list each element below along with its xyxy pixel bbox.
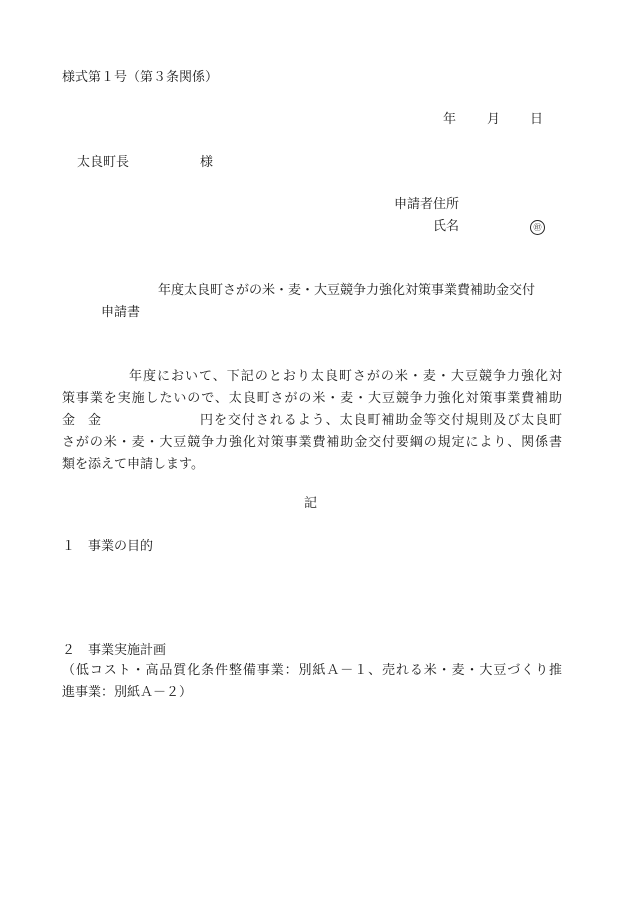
applicant-address-label: 申請者住所 — [394, 197, 460, 212]
title-line-1: 年度太良町さがの米・麦・大豆競争力強化対策事業費補助金交付 — [158, 283, 536, 298]
body-line-3-amount-text: 円を交付されるよう、太良町補助金等交付規則及び太良町 — [200, 413, 562, 428]
body-line-3-prefix: 金 金 — [62, 413, 102, 428]
date-day-label: 日 — [530, 112, 544, 127]
body-paragraph — [62, 366, 562, 476]
item-1-label: 事業の目的 — [88, 539, 154, 554]
item-1-number: １ — [62, 539, 76, 554]
title-line-2: 申請書 — [101, 305, 141, 320]
applicant-name-label: 氏名 — [433, 219, 460, 234]
body-line-2: 策事業を実施したいので、太良町さがの米・麦・大豆競争力強化対策事業費補助 — [62, 391, 562, 406]
form-header: 様式第１号（第３条関係） — [62, 70, 219, 85]
item-2-number: ２ — [62, 643, 76, 658]
body-line-3 — [62, 410, 562, 432]
body-line-5: 類を添えて申請します。 — [62, 457, 204, 472]
ki-heading: 記 — [304, 496, 318, 511]
item-2-label: 事業実施計画 — [88, 643, 167, 658]
plan-note-line-2: 進事業：別紙Ａ－２） — [62, 685, 193, 700]
seal-mark: ㊞ — [530, 219, 545, 235]
body-line-4: さがの米・麦・大豆競争力強化対策事業費補助金交付要綱の規定により、関係書 — [62, 435, 562, 450]
addressee-honorific: 様 — [200, 155, 214, 170]
date-month-label: 月 — [487, 112, 501, 127]
plan-note — [62, 660, 562, 704]
plan-note-line-1: （低コスト・高品質化条件整備事業：別紙Ａ－１、売れる米・麦・大豆づくり推 — [62, 663, 562, 678]
date-year-label: 年 — [443, 112, 457, 127]
body-line-1: 年度において、下記のとおり太良町さがの米・麦・大豆競争力強化対 — [129, 369, 562, 384]
addressee-name: 太良町長 — [77, 155, 130, 170]
